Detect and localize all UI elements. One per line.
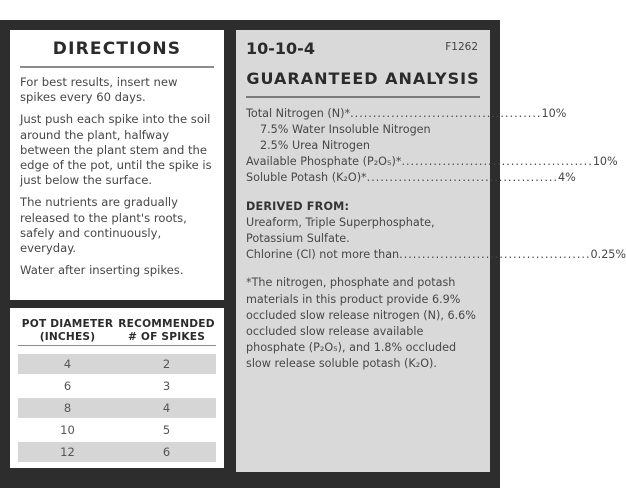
analysis-title: GUARANTEED ANALYSIS xyxy=(246,69,480,88)
spike-count-cell: 4 xyxy=(162,401,171,415)
total-nitrogen-value: 10% xyxy=(541,106,567,120)
soluble-potash-line xyxy=(246,170,576,186)
derived-from-heading: DERIVED FROM: xyxy=(246,199,350,213)
directions-paragraph: Water after inserting spikes. xyxy=(20,263,184,278)
table-row xyxy=(18,420,216,440)
spike-count-cell: 3 xyxy=(162,379,171,393)
soluble-potash-label: Soluble Potash (K₂O)* xyxy=(246,171,367,185)
table-body xyxy=(18,354,216,462)
header-recommended-spikes: RECOMMENDED # OF SPIKES xyxy=(118,318,215,343)
total-nitrogen-line xyxy=(246,106,567,122)
urea-nitrogen: 2.5% Urea Nitrogen xyxy=(260,138,370,152)
available-phosphate-label: Available Phosphate (P₂O₅)* xyxy=(246,155,402,169)
table-row xyxy=(18,376,216,396)
directions-paragraph: The nutrients are gradually released to the plant's roots, safely and continuously, everyday. xyxy=(20,195,187,256)
table-header xyxy=(18,308,216,346)
chlorine-label: Chlorine (Cl) not more than xyxy=(246,248,400,262)
derived-from-text: Ureaform, Triple Superphosphate, Potassium Sulfate. xyxy=(246,215,435,245)
soluble-potash-value: 4% xyxy=(558,171,576,185)
chlorine-value: 0.25% xyxy=(590,248,626,262)
dot-leader: .......................................... xyxy=(366,171,559,185)
directions-panel xyxy=(10,30,224,300)
available-phosphate-line xyxy=(246,154,618,170)
spike-count-cell: 6 xyxy=(162,445,171,459)
pot-diameter-cell: 8 xyxy=(63,401,72,415)
spike-table xyxy=(10,308,224,468)
directions-title: DIRECTIONS xyxy=(52,39,182,59)
pot-diameter-cell: 4 xyxy=(63,357,72,371)
total-nitrogen-label: Total Nitrogen (N)* xyxy=(246,106,351,120)
directions-paragraph: For best results, insert new spikes every 60 days. xyxy=(20,75,178,105)
pot-diameter-cell: 12 xyxy=(60,445,75,459)
npk-ratio: 10-10-4 xyxy=(246,39,315,58)
table-row xyxy=(18,398,216,418)
analysis-content xyxy=(236,98,626,373)
dot-leader: .......................................... xyxy=(401,155,593,169)
slow-release-footnote: *The nitrogen, phosphate and potash materials in this product provide 6.9% occluded slow release nitrogen (N), 6.6% occluded slow release available phosphate (P₂O₅), and 1.8% occluded slow release soluble potash (K₂O). xyxy=(246,276,476,371)
water-insoluble-nitrogen: 7.5% Water Insoluble Nitrogen xyxy=(260,122,431,136)
dot-leader: .......................................... xyxy=(399,248,591,262)
pot-diameter-cell: 10 xyxy=(60,423,75,437)
table-row xyxy=(18,442,216,462)
spike-count-cell: 5 xyxy=(162,423,171,437)
directions-body xyxy=(10,68,224,278)
analysis-top xyxy=(236,30,490,62)
analysis-panel xyxy=(236,30,626,472)
chlorine-line xyxy=(246,247,626,263)
header-pot-diameter: POT DIAMETER (INCHES) xyxy=(21,318,114,343)
product-code: F1262 xyxy=(445,41,478,53)
pot-diameter-cell: 6 xyxy=(63,379,72,393)
dot-leader: .......................................... xyxy=(350,106,542,120)
spike-count-cell: 2 xyxy=(162,357,171,371)
available-phosphate-value: 10% xyxy=(592,155,618,169)
directions-paragraph: Just push each spike into the soil around the plant, halfway between the plant stem and the edge of the pot, until the spike is just below the surface. xyxy=(20,112,212,188)
table-row xyxy=(18,354,216,374)
